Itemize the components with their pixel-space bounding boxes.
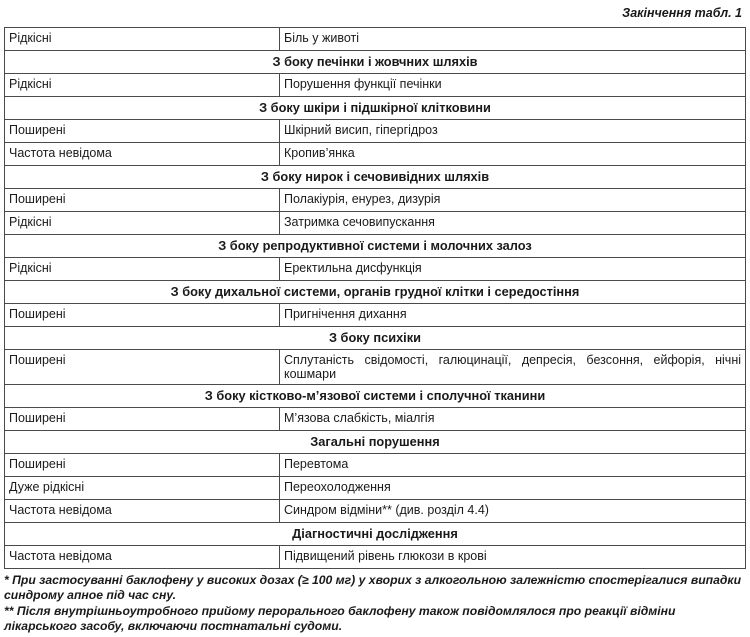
frequency-cell: Частота невідома xyxy=(5,143,280,166)
section-header-row xyxy=(5,166,746,189)
table-row xyxy=(5,74,746,97)
section-header-row xyxy=(5,97,746,120)
reaction-cell: Еректильна дисфункція xyxy=(280,258,746,281)
table-caption: Закінчення табл. 1 xyxy=(622,6,742,20)
table-row xyxy=(5,477,746,500)
table-row xyxy=(5,546,746,569)
reaction-cell: Переохолодження xyxy=(280,477,746,500)
section-header-row xyxy=(5,327,746,350)
frequency-cell: Рідкісні xyxy=(5,258,280,281)
reaction-cell: Шкірний висип, гіпергідроз xyxy=(280,120,746,143)
section-title: З боку психіки xyxy=(5,327,746,350)
table-row xyxy=(5,212,746,235)
table-row xyxy=(5,189,746,212)
reaction-cell: Сплутаність свідомості, галюцинації, депресія, безсоння, ейфорія, нічні кошмари xyxy=(280,350,746,385)
reaction-cell: Кропив’янка xyxy=(280,143,746,166)
table-row xyxy=(5,258,746,281)
section-title: З боку шкіри і підшкірної клітковини xyxy=(5,97,746,120)
reaction-cell: Затримка сечовипускання xyxy=(280,212,746,235)
adverse-reactions-table xyxy=(4,27,746,569)
frequency-cell: Поширені xyxy=(5,304,280,327)
section-header-row xyxy=(5,235,746,258)
frequency-cell: Частота невідома xyxy=(5,546,280,569)
footnote-1: * При застосуванні баклофену у високих дозах (≥ 100 мг) у хворих з алкогольною залежністю спостерігалися випадки синдрому апное під час сну. xyxy=(4,573,742,602)
footnotes xyxy=(4,573,746,635)
table-row xyxy=(5,120,746,143)
section-title: Загальні порушення xyxy=(5,431,746,454)
section-header-row xyxy=(5,523,746,546)
footnote-2: ** Після внутрішньоутробного прийому перорального баклофену також повідомлялося про реакції відміни лікарського засобу, включаючи постнатальні судоми. xyxy=(4,604,676,633)
frequency-cell: Поширені xyxy=(5,454,280,477)
section-title: З боку репродуктивної системи і молочних залоз xyxy=(5,235,746,258)
frequency-cell: Поширені xyxy=(5,350,280,385)
section-header-row xyxy=(5,51,746,74)
section-title: З боку дихальної системи, органів грудної клітки і середостіння xyxy=(5,281,746,304)
reaction-cell: Перевтома xyxy=(280,454,746,477)
table-row xyxy=(5,454,746,477)
frequency-cell: Дуже рідкісні xyxy=(5,477,280,500)
reaction-cell: Порушення функції печінки xyxy=(280,74,746,97)
frequency-cell: Поширені xyxy=(5,120,280,143)
frequency-cell: Рідкісні xyxy=(5,212,280,235)
section-header-row xyxy=(5,385,746,408)
reaction-cell: Підвищений рівень глюкози в крові xyxy=(280,546,746,569)
table-row xyxy=(5,143,746,166)
section-title: З боку печінки і жовчних шляхів xyxy=(5,51,746,74)
table-row xyxy=(5,350,746,385)
section-header-row xyxy=(5,431,746,454)
frequency-cell: Поширені xyxy=(5,189,280,212)
reaction-cell: Біль у животі xyxy=(280,28,746,51)
frequency-cell: Частота невідома xyxy=(5,500,280,523)
reaction-cell: Синдром відміни** (див. розділ 4.4) xyxy=(280,500,746,523)
table-row xyxy=(5,28,746,51)
section-header-row xyxy=(5,281,746,304)
frequency-cell: Поширені xyxy=(5,408,280,431)
table-body xyxy=(5,28,746,569)
reaction-cell: М’язова слабкість, міалгія xyxy=(280,408,746,431)
table-row xyxy=(5,408,746,431)
frequency-cell: Рідкісні xyxy=(5,74,280,97)
frequency-cell: Рідкісні xyxy=(5,28,280,51)
section-title: З боку нирок і сечовивідних шляхів xyxy=(5,166,746,189)
reaction-cell: Полакіурія, енурез, дизурія xyxy=(280,189,746,212)
reaction-cell: Пригнічення дихання xyxy=(280,304,746,327)
table-row xyxy=(5,304,746,327)
section-title: З боку кістково-м’язової системи і сполучної тканини xyxy=(5,385,746,408)
section-title: Діагностичні дослідження xyxy=(5,523,746,546)
table-row xyxy=(5,500,746,523)
